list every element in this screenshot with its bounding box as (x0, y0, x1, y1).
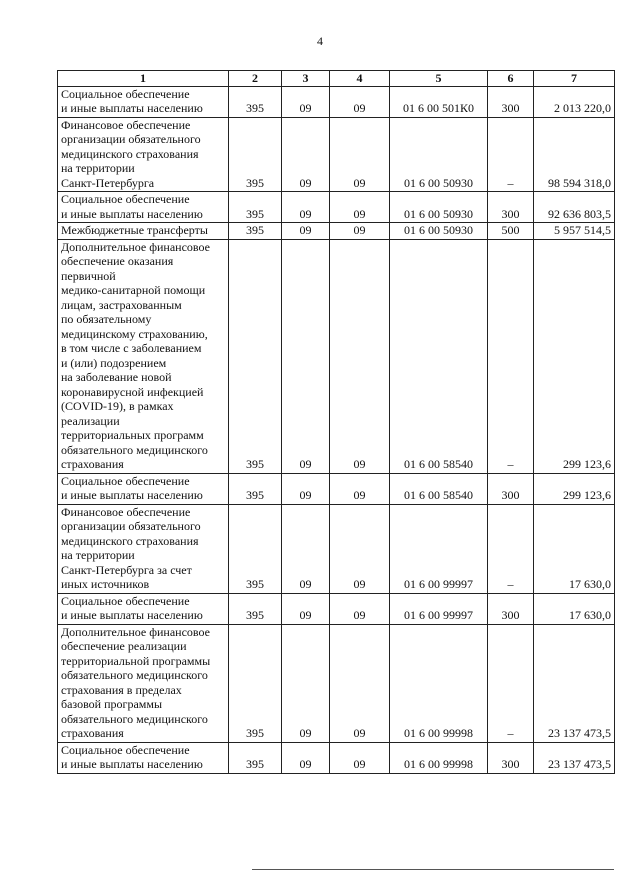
expense-type-cell: – (488, 624, 534, 742)
ministry-code-cell: 395 (229, 742, 282, 773)
expense-type-cell: 500 (488, 223, 534, 240)
target-article-cell: 01 6 00 58540 (390, 473, 488, 504)
amount-cell: 5 957 514,5 (534, 223, 615, 240)
ministry-code-cell: 395 (229, 593, 282, 624)
header-col-2: 2 (229, 71, 282, 87)
expense-type-cell: 300 (488, 742, 534, 773)
amount-cell: 299 123,6 (534, 473, 615, 504)
expense-type-cell: 300 (488, 473, 534, 504)
header-col-3: 3 (282, 71, 330, 87)
ministry-code-cell: 395 (229, 504, 282, 593)
amount-cell: 23 137 473,5 (534, 624, 615, 742)
table-row (58, 239, 615, 473)
table-row (58, 473, 615, 504)
target-article-cell: 01 6 00 50930 (390, 223, 488, 240)
expense-name-cell: Социальное обеспечение и иные выплаты населению (58, 473, 229, 504)
ministry-code-cell: 395 (229, 223, 282, 240)
ministry-code-cell: 395 (229, 473, 282, 504)
table-row (58, 593, 615, 624)
target-article-cell: 01 6 00 501К0 (390, 86, 488, 117)
subsection-code-cell: 09 (330, 86, 390, 117)
table-row (58, 192, 615, 223)
expense-type-cell: 300 (488, 593, 534, 624)
ministry-code-cell: 395 (229, 86, 282, 117)
ministry-code-cell: 395 (229, 192, 282, 223)
subsection-code-cell: 09 (330, 223, 390, 240)
table-row (58, 223, 615, 240)
expense-type-cell: – (488, 117, 534, 192)
subsection-code-cell: 09 (330, 593, 390, 624)
ministry-code-cell: 395 (229, 117, 282, 192)
target-article-cell: 01 6 00 99997 (390, 593, 488, 624)
subsection-code-cell: 09 (330, 192, 390, 223)
expense-name-cell: Межбюджетные трансферты (58, 223, 229, 240)
table-row (58, 117, 615, 192)
expense-type-cell: – (488, 239, 534, 473)
expense-name-cell: Социальное обеспечение и иные выплаты населению (58, 593, 229, 624)
section-code-cell: 09 (282, 117, 330, 192)
expense-name-cell: Социальное обеспечение и иные выплаты населению (58, 742, 229, 773)
expense-name-cell: Социальное обеспечение и иные выплаты населению (58, 86, 229, 117)
target-article-cell: 01 6 00 99997 (390, 504, 488, 593)
page-number: 4 (317, 34, 323, 48)
subsection-code-cell: 09 (330, 117, 390, 192)
header-col-5: 5 (390, 71, 488, 87)
header-col-7: 7 (534, 71, 615, 87)
bottom-rule (252, 869, 614, 870)
subsection-code-cell: 09 (330, 742, 390, 773)
subsection-code-cell: 09 (330, 504, 390, 593)
header-col-6: 6 (488, 71, 534, 87)
expense-name-cell: Дополнительное финансовое обеспечение реализации территориальной программы обязательного медицинского страхования в пределах базовой программы обязательного медицинского страхования (58, 624, 229, 742)
amount-cell: 17 630,0 (534, 504, 615, 593)
target-article-cell: 01 6 00 50930 (390, 117, 488, 192)
target-article-cell: 01 6 00 99998 (390, 742, 488, 773)
expense-name-cell: Дополнительное финансовое обеспечение оказания первичной медико-санитарной помощи лицам, застрахованным по обязательному медицинскому страхованию, в том числе с заболеванием и (или) подозрением на заболевание новой коронавирусной инфекцией (COVID-19), в рамках реализации территориальных программ обязательного медицинского страхования (58, 239, 229, 473)
section-code-cell: 09 (282, 593, 330, 624)
ministry-code-cell: 395 (229, 624, 282, 742)
section-code-cell: 09 (282, 624, 330, 742)
expense-type-cell: – (488, 504, 534, 593)
section-code-cell: 09 (282, 223, 330, 240)
ministry-code-cell: 395 (229, 239, 282, 473)
subsection-code-cell: 09 (330, 624, 390, 742)
section-code-cell: 09 (282, 239, 330, 473)
amount-cell: 23 137 473,5 (534, 742, 615, 773)
header-col-4: 4 (330, 71, 390, 87)
table-body (58, 86, 615, 773)
section-code-cell: 09 (282, 742, 330, 773)
table-row (58, 742, 615, 773)
expense-name-cell: Финансовое обеспечение организации обязательного медицинского страхования на территории Санкт-Петербурга (58, 117, 229, 192)
budget-table (57, 70, 615, 774)
header-row (58, 71, 615, 87)
section-code-cell: 09 (282, 504, 330, 593)
target-article-cell: 01 6 00 58540 (390, 239, 488, 473)
table-row (58, 624, 615, 742)
amount-cell: 92 636 803,5 (534, 192, 615, 223)
amount-cell: 2 013 220,0 (534, 86, 615, 117)
table-row (58, 86, 615, 117)
section-code-cell: 09 (282, 86, 330, 117)
amount-cell: 17 630,0 (534, 593, 615, 624)
subsection-code-cell: 09 (330, 473, 390, 504)
expense-name-cell: Социальное обеспечение и иные выплаты населению (58, 192, 229, 223)
target-article-cell: 01 6 00 50930 (390, 192, 488, 223)
expense-type-cell: 300 (488, 86, 534, 117)
table-row (58, 504, 615, 593)
expense-type-cell: 300 (488, 192, 534, 223)
amount-cell: 299 123,6 (534, 239, 615, 473)
header-col-1: 1 (58, 71, 229, 87)
subsection-code-cell: 09 (330, 239, 390, 473)
target-article-cell: 01 6 00 99998 (390, 624, 488, 742)
amount-cell: 98 594 318,0 (534, 117, 615, 192)
expense-name-cell: Финансовое обеспечение организации обязательного медицинского страхования на территории Санкт-Петербурга за счет иных источников (58, 504, 229, 593)
section-code-cell: 09 (282, 192, 330, 223)
section-code-cell: 09 (282, 473, 330, 504)
